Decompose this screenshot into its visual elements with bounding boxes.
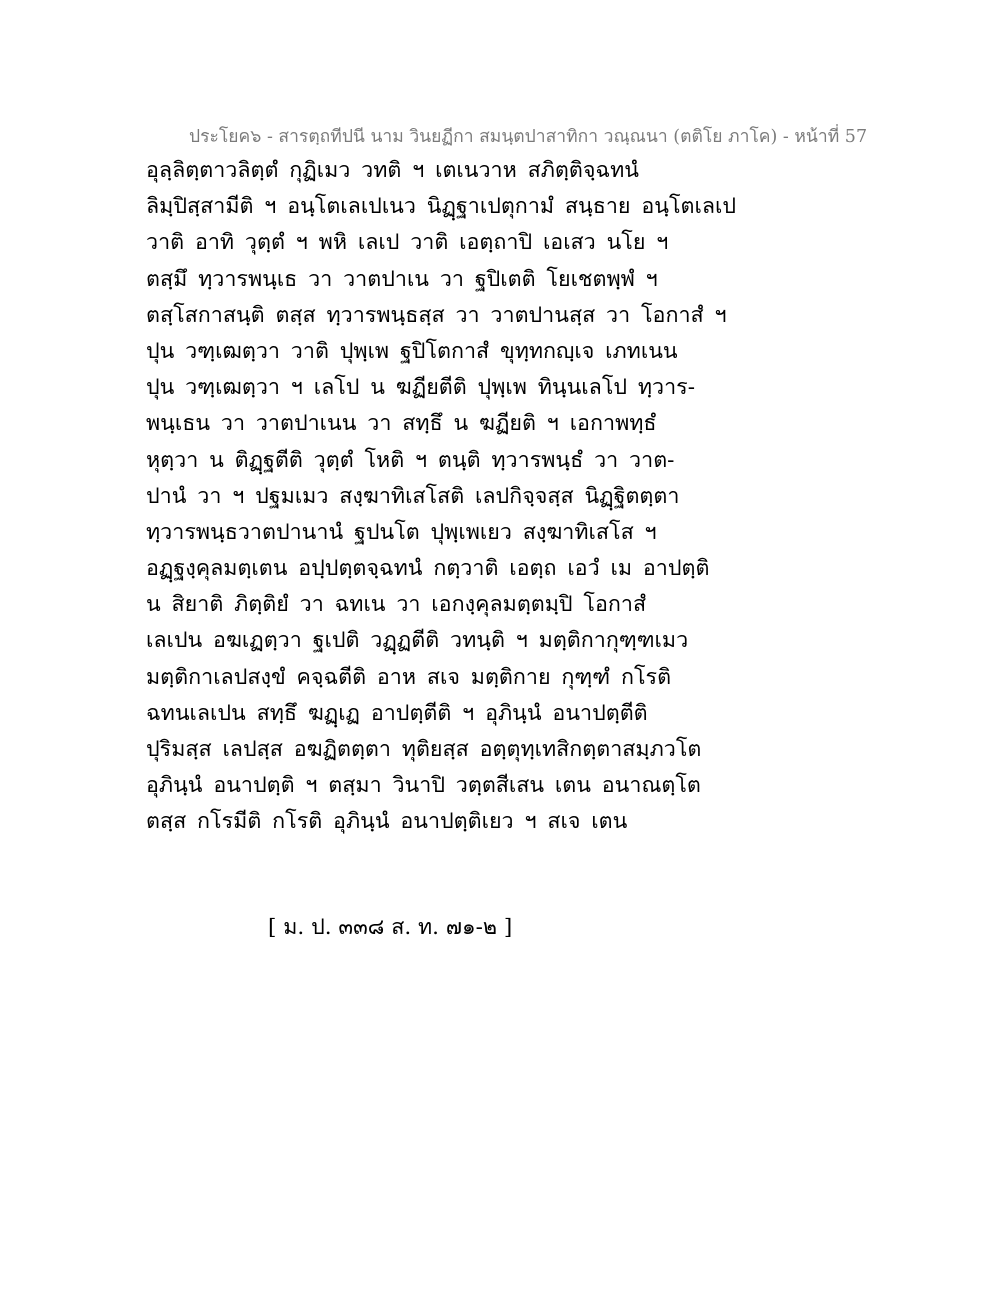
text-line: ลิมฺปิสฺสามีติ ฯ อนฺโตเลเปเนว นิฏฺฐาเปตุกามํ สนฺธาย อนฺโตเลเป: [146, 194, 736, 220]
text-line: อุภินฺนํ อนาปตฺติ ฯ ตสฺมา วินาปิ วตฺตสีเสน เตน อนาณตฺโต: [146, 773, 701, 799]
text-line: ตสฺมึ ทฺวารพนฺเธ วา วาตปาเน วา ฐปิเตติ โยเชตพฺพํ ฯ: [146, 266, 658, 292]
text-line: ปานํ วา ฯ ปฐมเมว สงฺฆาทิเสโสติ เลปกิจฺจสฺส นิฏฺฐิตตฺตา: [146, 483, 680, 509]
text-line: ปุน วฑฺเฒตฺวา ฯ เลโป น ฆฏียตีติ ปุพฺเพ ทินฺนเลโป ทฺวาร-: [146, 375, 695, 401]
text-line: ตสฺโสกาสนฺติ ตสฺส ทฺวารพนฺธสฺส วา วาตปานสฺส วา โอกาสํ ฯ: [146, 302, 727, 328]
text-line: ฉทนเลเปน สทฺธึ ฆฏฺเฏ อาปตฺตีติ ฯ อุภินฺนํ อนาปตฺตีติ: [146, 700, 648, 726]
text-line: ทฺวารพนฺธวาตปานานํ ฐปนโต ปุพฺเพเยว สงฺฆาทิเสโส ฯ: [146, 519, 657, 545]
text-line: มตฺติกาเลปสงฺขํ คจฺฉตีติ อาห สเจ มตฺติกาย กุฑฺฑํ กโรติ: [146, 664, 672, 690]
text-line: หุตฺวา น ติฏฺฐตีติ วุตฺตํ โหติ ฯ ตนฺติ ทฺวารพนฺธํ วา วาต-: [146, 447, 675, 473]
body-text: [146, 153, 736, 841]
text-line: เลเปน อฆเฏตฺวา ฐเปติ วฏฺฏตีติ วทนฺติ ฯ มตฺติกากุฑฺฑเมว: [146, 628, 689, 654]
text-line: อฏฺฐงฺคุลมตฺเตน อปฺปตฺตจฺฉทนํ กตฺวาติ เอตฺถ เอวํ เม อาปตฺติ: [146, 556, 710, 582]
text-line: ตสฺส กโรมีติ กโรติ อุภินฺนํ อนาปตฺติเยว ฯ สเจ เตน: [146, 809, 628, 835]
text-line: น สิยาติ ภิตฺติยํ วา ฉทเน วา เอกงฺคุลมตฺตมฺปิ โอกาสํ: [146, 592, 647, 618]
text-line: อุลฺลิตฺตาวลิตฺตํ กุฏิเมว วทติ ฯ เตเนวาห สภิตฺติจฺฉทนํ: [146, 158, 639, 183]
text-line: ปุริมสฺส เลปสฺส อฆฏิตตฺตา ทุติยสฺส อตฺตุทฺเทสิกตฺตาสมฺภวโต: [146, 737, 702, 762]
text-line: พนฺเธน วา วาตปาเนน วา สทฺธึ น ฆฏียติ ฯ เอกาพทฺธํ: [146, 411, 657, 437]
text-line: ปุน วฑฺเฒตฺวา วาติ ปุพฺเพ ฐปิโตกาสํ ขุทฺทกญฺเจ เภทเนน: [146, 338, 678, 364]
reference-citation: [ ม. ป. ๓๓๘ ส. ท. ๗๑-๒ ]: [268, 915, 513, 940]
page-header: ประโยค๖ - สารตฺถทีปนี นาม วินยฏีกา สมนฺตปาสาทิกา วณฺณนา (ตติโย ภาโค) - หน้าที่ 57: [189, 127, 868, 147]
text-line: วาติ อาทิ วุตฺตํ ฯ พหิ เลเป วาติ เอตฺถาปิ เอเสว นโย ฯ: [146, 230, 669, 256]
